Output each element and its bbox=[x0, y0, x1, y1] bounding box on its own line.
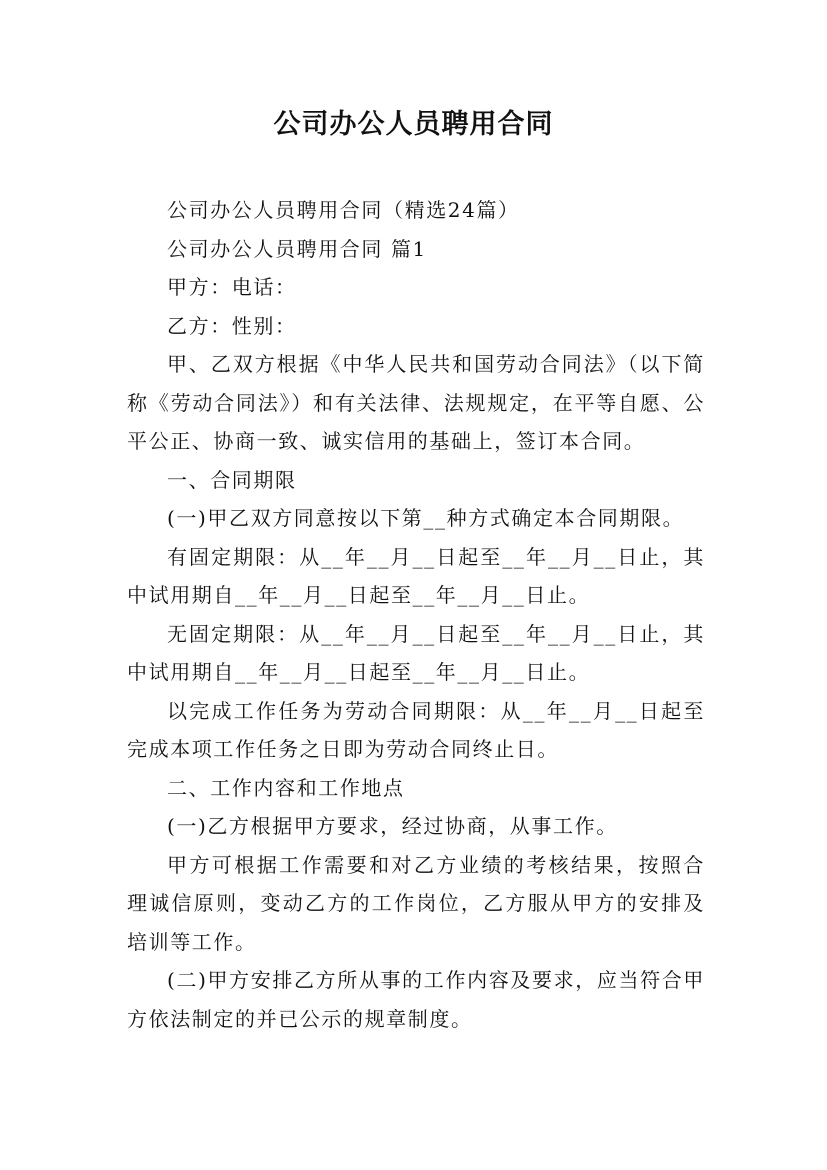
paragraph-fixed-term: 有固定期限：从__年__月__日起至__年__月__日止，其中试用期自__年__月__日起至__年__月__日止。 bbox=[127, 544, 705, 607]
paragraph-task-term: 以完成工作任务为劳动合同期限：从__年__月__日起至完成本项工作任务之日即为劳动合同终止日。 bbox=[127, 698, 705, 761]
document-title: 公司办公人员聘用合同 bbox=[273, 109, 554, 140]
paragraph-party-a: 甲方：电话： bbox=[167, 275, 297, 299]
paragraph-preamble: 甲、乙双方根据《中华人民共和国劳动合同法》（以下简称《劳动合同法》）和有关法律、法规规定，在平等自愿、公平公正、协商一致、诚实信用的基础上，签订本合同。 bbox=[127, 352, 705, 453]
paragraph-party-b: 乙方：性别： bbox=[167, 313, 297, 338]
document-body bbox=[127, 191, 705, 1038]
paragraph-work-2: (二)甲方安排乙方所从事的工作内容及要求，应当符合甲方依法制定的并已公示的规章制度。 bbox=[127, 968, 705, 1031]
paragraph-work-adjust: 甲方可根据工作需要和对乙方业绩的考核结果，按照合理诚信原则，变动乙方的工作岗位，乙方服从甲方的安排及培训等工作。 bbox=[127, 852, 705, 954]
paragraph-term-option: (一)甲乙双方同意按以下第__种方式确定本合同期限。 bbox=[167, 506, 685, 530]
paragraph-subtitle: 公司办公人员聘用合同（精选24篇） bbox=[167, 198, 520, 222]
paragraph-heading-work: 二、工作内容和工作地点 bbox=[167, 775, 405, 800]
paragraph-open-term: 无固定期限：从__年__月__日起至__年__月__日止，其中试用期自__年__月__日起至__年__月__日止。 bbox=[127, 621, 705, 684]
paragraph-section-heading: 公司办公人员聘用合同 篇1 bbox=[167, 236, 427, 261]
paragraph-work-1: (一)乙方根据甲方要求，经过协商，从事工作。 bbox=[167, 814, 618, 838]
paragraph-heading-term: 一、合同期限 bbox=[167, 467, 297, 492]
